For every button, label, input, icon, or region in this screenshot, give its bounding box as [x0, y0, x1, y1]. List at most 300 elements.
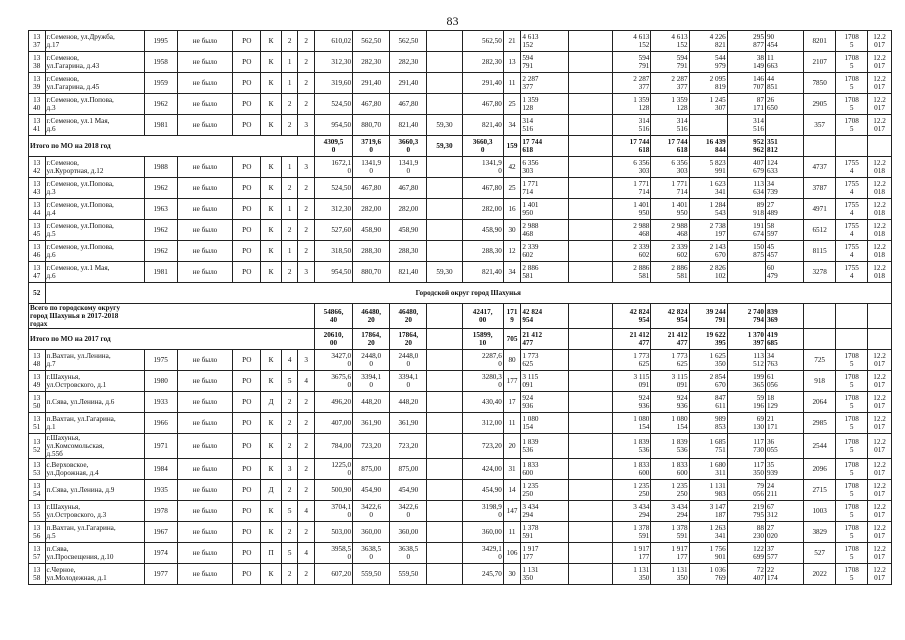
cell-entrances: 2 [298, 178, 315, 199]
table-row [29, 52, 892, 73]
total-cell-area4 [427, 304, 462, 329]
cell-cost3: 1 359 128 [651, 94, 689, 115]
cell-no: 13 55 [29, 501, 46, 522]
cell-floors: 2 [281, 178, 298, 199]
cell-cat: Д [261, 480, 282, 501]
cell-cost2: 314 516 [613, 115, 651, 136]
cell-date: 12.2 018 [868, 220, 892, 241]
cell-area4 [427, 350, 462, 371]
total-cell-living-area: 3719,6 0 [353, 136, 390, 157]
cell-area3: 360,00 [390, 522, 427, 543]
cell-address: п.Сява, ул.Просвещения, д.10 [45, 543, 144, 564]
total-label: Итого по МО на 2017 год [29, 329, 315, 350]
cell-area4 [427, 178, 462, 199]
cell-residents: 147 [503, 501, 521, 522]
cell-year: 1962 [144, 241, 177, 262]
cell-cost6 [765, 115, 803, 136]
cell-residents: 34 [503, 262, 521, 283]
cell-date: 12.2 017 [868, 31, 892, 52]
cell-term: 1708 5 [836, 94, 868, 115]
total-cell-area3: 3660,3 0 [390, 136, 427, 157]
cell-cat: К [261, 73, 282, 94]
cell-cost2: 3 434 294 [613, 501, 651, 522]
cell-living-area: 2448,0 0 [353, 350, 390, 371]
total-cell-cost-total: 21 412 477 [521, 329, 568, 350]
cell-cost6: 67 312 [765, 501, 803, 522]
cell-area5: 3280,3 0 [462, 371, 503, 392]
cell-area5: 360,00 [462, 522, 503, 543]
cell-floors: 2 [281, 434, 298, 459]
cell-year: 1935 [144, 480, 177, 501]
cell-area3: 454,90 [390, 480, 427, 501]
cell-cat: К [261, 350, 282, 371]
cell-area4 [427, 501, 462, 522]
cell-cost2: 2 287 377 [613, 73, 651, 94]
cell-floors: 5 [281, 501, 298, 522]
cell-address: с.Верховское, ул.Дорожная, д.4 [45, 459, 144, 480]
cell-living-area: 360,00 [353, 522, 390, 543]
cell-cost5: 122 699 [727, 543, 765, 564]
cell-area4 [427, 157, 462, 178]
cell-material: РО [233, 392, 261, 413]
cell-material: РО [233, 434, 261, 459]
cell-total-area: 3958,5 0 [314, 543, 352, 564]
table-row [29, 434, 892, 459]
cell-living-area: 3638,5 0 [353, 543, 390, 564]
cell-residents: 177 [503, 371, 521, 392]
cell-no: 13 40 [29, 94, 46, 115]
total-cell-blank3 [868, 329, 892, 350]
cell-date: 12.2 018 [868, 262, 892, 283]
total-cell-cost5: 952 962 [727, 136, 765, 157]
cell-term: 1708 5 [836, 115, 868, 136]
total-cell-blank1 [804, 304, 836, 329]
cell-year: 1962 [144, 178, 177, 199]
cell-cost4: 5 823 991 [689, 157, 727, 178]
cell-address: г.Семенов, ул.Попова, д.3 [45, 178, 144, 199]
cell-cost2: 2 339 602 [613, 241, 651, 262]
table-row [29, 241, 892, 262]
cell-no: 13 41 [29, 115, 46, 136]
cell-cost6: 58 597 [765, 220, 803, 241]
cell-area3: 291,40 [390, 73, 427, 94]
cell-cost2: 1 359 128 [613, 94, 651, 115]
cell-area5: 424,00 [462, 459, 503, 480]
cell-year: 1980 [144, 371, 177, 392]
cell-term: 1708 5 [836, 371, 868, 392]
cell-year: 1958 [144, 52, 177, 73]
cell-specific: 725 [804, 350, 836, 371]
cell-date: 12.2 017 [868, 413, 892, 434]
cell-material: РО [233, 480, 261, 501]
cell-cost6: 27 020 [765, 522, 803, 543]
cell-area4 [427, 73, 462, 94]
cell-cost4: 2 854 670 [689, 371, 727, 392]
cell-entrances: 2 [298, 31, 315, 52]
cell-year: 1977 [144, 564, 177, 585]
cell-cost6: 18 129 [765, 392, 803, 413]
cell-cost5: 88 230 [727, 522, 765, 543]
table-row [29, 262, 892, 283]
cell-address: г.Семенов, ул.Гагарина, д.43 [45, 52, 144, 73]
cell-total-area: 524,50 [314, 94, 352, 115]
cell-gap [568, 371, 612, 392]
cell-specific: 8201 [804, 31, 836, 52]
cell-gap [568, 434, 612, 459]
cell-year: 1933 [144, 392, 177, 413]
cell-cost4: 2 738 197 [689, 220, 727, 241]
cell-entrances: 3 [298, 115, 315, 136]
cell-area3: 282,00 [390, 199, 427, 220]
cell-emergency: не было [177, 220, 233, 241]
cell-floors: 4 [281, 350, 298, 371]
cell-entrances: 2 [298, 220, 315, 241]
cell-residents: 17 [503, 392, 521, 413]
cell-cost3: 3 115 091 [651, 371, 689, 392]
cell-cost4: 2 095 819 [689, 73, 727, 94]
cell-residents: 30 [503, 220, 521, 241]
cell-residents: 106 [503, 543, 521, 564]
cell-total-area: 496,20 [314, 392, 352, 413]
cell-term: 1708 5 [836, 543, 868, 564]
cell-residents: 11 [503, 413, 521, 434]
cell-date: 12.2 017 [868, 115, 892, 136]
cell-cost3: 1 401 950 [651, 199, 689, 220]
total-cell-cost4: 39 244 791 [689, 304, 727, 329]
cell-cost3: 2 886 581 [651, 262, 689, 283]
total-cell-area3: 17864, 20 [390, 329, 427, 350]
cell-area4 [427, 52, 462, 73]
cell-living-area: 288,30 [353, 241, 390, 262]
cell-no: 13 58 [29, 564, 46, 585]
cell-cost3: 3 434 294 [651, 501, 689, 522]
cell-cost-total: 2 287 377 [521, 73, 568, 94]
cell-no: 13 47 [29, 262, 46, 283]
cell-cost5: 117 730 [727, 434, 765, 459]
cell-specific: 6512 [804, 220, 836, 241]
cell-entrances: 2 [298, 434, 315, 459]
cell-area4 [427, 392, 462, 413]
cell-cost2: 6 356 303 [613, 157, 651, 178]
cell-cost4: 4 226 821 [689, 31, 727, 52]
total-cell-cost2: 17 744 618 [613, 136, 651, 157]
cell-material: РО [233, 220, 261, 241]
cell-address: г.Шахунья, ул.Островского, д.3 [45, 501, 144, 522]
cell-cost6: 61 056 [765, 371, 803, 392]
cell-emergency: не было [177, 262, 233, 283]
cell-cost4: 1 685 751 [689, 434, 727, 459]
cell-entrances: 2 [298, 413, 315, 434]
cell-total-area: 3427,0 0 [314, 350, 352, 371]
cell-address: г.Семенов, ул.1 Мая, д.6 [45, 115, 144, 136]
cell-cost6: 45 457 [765, 241, 803, 262]
cell-cost2: 924 936 [613, 392, 651, 413]
cell-specific: 3829 [804, 522, 836, 543]
cell-gap [568, 73, 612, 94]
total-cell-living-area: 17864, 20 [353, 329, 390, 350]
cell-floors: 2 [281, 115, 298, 136]
cell-cost6: 35 939 [765, 459, 803, 480]
cell-area5: 245,70 [462, 564, 503, 585]
cell-no: 13 43 [29, 178, 46, 199]
cell-residents: 42 [503, 157, 521, 178]
table-row [29, 522, 892, 543]
table-row [29, 413, 892, 434]
cell-cost5: 314 516 [727, 115, 765, 136]
cell-material: РО [233, 413, 261, 434]
cell-cost5: 117 350 [727, 459, 765, 480]
cell-cost3: 924 936 [651, 392, 689, 413]
cell-gap [568, 501, 612, 522]
cell-living-area: 559,50 [353, 564, 390, 585]
cell-floors: 2 [281, 94, 298, 115]
cell-cost6: 22 174 [765, 564, 803, 585]
total-cell-total-area: 20610, 00 [314, 329, 352, 350]
total-cell-total-area: 54866, 40 [314, 304, 352, 329]
cell-living-area: 458,90 [353, 220, 390, 241]
total-cell-blank2 [836, 329, 868, 350]
cell-floors: 2 [281, 392, 298, 413]
page-number: 83 [446, 14, 459, 28]
cell-living-area: 723,20 [353, 434, 390, 459]
cell-material: РО [233, 543, 261, 564]
cell-area5: 467,80 [462, 178, 503, 199]
cell-material: РО [233, 178, 261, 199]
total-cell-area5: 15899, 10 [462, 329, 503, 350]
cell-cost2: 4 613 152 [613, 31, 651, 52]
cell-cost5: 59 196 [727, 392, 765, 413]
cell-cost-total: 1 359 128 [521, 94, 568, 115]
cell-emergency: не было [177, 413, 233, 434]
cell-date: 12.2 018 [868, 199, 892, 220]
cell-cost5: 199 365 [727, 371, 765, 392]
cell-no: 13 56 [29, 522, 46, 543]
cell-cat: К [261, 220, 282, 241]
cell-term: 1708 5 [836, 413, 868, 434]
total-row [29, 136, 892, 157]
cell-cost-total: 1 839 536 [521, 434, 568, 459]
cell-term: 1708 5 [836, 73, 868, 94]
cell-cost4: 544 979 [689, 52, 727, 73]
cell-cost-total: 314 516 [521, 115, 568, 136]
cell-entrances: 2 [298, 73, 315, 94]
cell-area3: 559,50 [390, 564, 427, 585]
cell-address: п.Вахтан, ул.Ленина, д.7 [45, 350, 144, 371]
cell-area3: 821,40 [390, 115, 427, 136]
table-row [29, 115, 892, 136]
cell-cost4: 989 853 [689, 413, 727, 434]
cell-cat: К [261, 522, 282, 543]
cell-area5: 723,20 [462, 434, 503, 459]
cell-no: 13 54 [29, 480, 46, 501]
cell-cost3: 1 833 600 [651, 459, 689, 480]
cell-total-area: 3704,1 0 [314, 501, 352, 522]
cell-emergency: не было [177, 459, 233, 480]
cell-area3: 361,90 [390, 413, 427, 434]
cell-gap [568, 392, 612, 413]
cell-date: 12.2 017 [868, 522, 892, 543]
cell-cost3: 1 771 714 [651, 178, 689, 199]
cell-cost-total: 1 131 350 [521, 564, 568, 585]
total-cell-gap [568, 304, 612, 329]
cell-term: 1708 5 [836, 459, 868, 480]
cell-address: п.Вахтан, ул.Гагарина, д.1 [45, 413, 144, 434]
cell-total-area: 954,50 [314, 115, 352, 136]
cell-no: 13 57 [29, 543, 46, 564]
cell-date: 12.2 017 [868, 350, 892, 371]
cell-area3: 467,80 [390, 178, 427, 199]
cell-date: 12.2 017 [868, 73, 892, 94]
cell-total-area: 312,30 [314, 52, 352, 73]
cell-living-area: 361,90 [353, 413, 390, 434]
cell-cat: К [261, 371, 282, 392]
cell-gap [568, 413, 612, 434]
cell-cost3: 4 613 152 [651, 31, 689, 52]
cell-cost4: 1 625 350 [689, 350, 727, 371]
cell-cost2: 1 378 591 [613, 522, 651, 543]
cell-cost3: 2 339 602 [651, 241, 689, 262]
table-row [29, 31, 892, 52]
cell-total-area: 503,00 [314, 522, 352, 543]
cell-area4: 59,30 [427, 115, 462, 136]
cell-cost4: 847 611 [689, 392, 727, 413]
cell-area4 [427, 434, 462, 459]
cell-cat: К [261, 199, 282, 220]
cell-cost4: 1 245 307 [689, 94, 727, 115]
cell-residents: 34 [503, 115, 521, 136]
cell-cost6: 44 851 [765, 73, 803, 94]
total-cell-cost6: 351 812 [765, 136, 803, 157]
cell-living-area: 1341,9 0 [353, 157, 390, 178]
cell-no: 13 49 [29, 371, 46, 392]
total-cell-area4: 59,30 [427, 136, 462, 157]
cell-total-area: 319,60 [314, 73, 352, 94]
cell-residents: 25 [503, 178, 521, 199]
cell-gap [568, 480, 612, 501]
cell-entrances: 2 [298, 564, 315, 585]
cell-cost2: 1 401 950 [613, 199, 651, 220]
cell-date: 12.2 017 [868, 543, 892, 564]
cell-residents: 25 [503, 94, 521, 115]
total-cell-cost3: 21 412 477 [651, 329, 689, 350]
cell-material: РО [233, 262, 261, 283]
cell-floors: 3 [281, 459, 298, 480]
cell-residents: 16 [503, 199, 521, 220]
total-cell-area5: 3660,3 0 [462, 136, 503, 157]
table-row [29, 459, 892, 480]
cell-area4 [427, 522, 462, 543]
cell-entrances: 2 [298, 199, 315, 220]
cell-cost4: 1 131 983 [689, 480, 727, 501]
total-cell-blank2 [836, 304, 868, 329]
cell-no: 13 50 [29, 392, 46, 413]
cell-cat: К [261, 115, 282, 136]
cell-cost4 [689, 115, 727, 136]
cell-cost-total: 1 833 600 [521, 459, 568, 480]
cell-cost4: 1 623 341 [689, 178, 727, 199]
cell-emergency: не было [177, 94, 233, 115]
total-cell-cost-total: 17 744 618 [521, 136, 568, 157]
cell-area4 [427, 371, 462, 392]
cell-area3: 3394,1 0 [390, 371, 427, 392]
cell-cost6: 34 763 [765, 350, 803, 371]
total-row [29, 304, 892, 329]
cell-cat: К [261, 434, 282, 459]
cell-cost6: 60 479 [765, 262, 803, 283]
cell-emergency: не было [177, 392, 233, 413]
cell-total-area: 610,02 [314, 31, 352, 52]
cell-area4 [427, 94, 462, 115]
cell-area5: 1341,9 0 [462, 157, 503, 178]
cell-residents: 31 [503, 459, 521, 480]
cell-cost5: 79 056 [727, 480, 765, 501]
cell-year: 1984 [144, 459, 177, 480]
cell-cost5: 38 149 [727, 52, 765, 73]
cell-year: 1974 [144, 543, 177, 564]
cell-term: 1708 5 [836, 564, 868, 585]
total-label: Итого по МО на 2018 год [29, 136, 315, 157]
cell-floors: 2 [281, 564, 298, 585]
cell-cost5: 113 634 [727, 178, 765, 199]
cell-cost2: 1 917 177 [613, 543, 651, 564]
cell-area5: 2287,6 0 [462, 350, 503, 371]
cell-total-area: 312,30 [314, 199, 352, 220]
cell-area5: 282,30 [462, 52, 503, 73]
cell-gap [568, 262, 612, 283]
cell-emergency: не было [177, 115, 233, 136]
cell-floors: 5 [281, 371, 298, 392]
cell-no: 13 46 [29, 241, 46, 262]
cell-cost-total: 1 771 714 [521, 178, 568, 199]
total-cell-blank1 [804, 329, 836, 350]
cell-cost2: 1 235 250 [613, 480, 651, 501]
cell-specific: 918 [804, 371, 836, 392]
cell-cost5: 191 674 [727, 220, 765, 241]
cell-address: г.Семенов, ул.Курортная, д.12 [45, 157, 144, 178]
cell-living-area: 467,80 [353, 178, 390, 199]
cell-cat: К [261, 459, 282, 480]
cell-floors: 2 [281, 413, 298, 434]
cell-area5: 430,40 [462, 392, 503, 413]
cell-specific: 3278 [804, 262, 836, 283]
cell-cost6: 24 211 [765, 480, 803, 501]
cell-entrances: 2 [298, 241, 315, 262]
cell-emergency: не было [177, 564, 233, 585]
cell-cost5: 146 707 [727, 73, 765, 94]
cell-no: 13 48 [29, 350, 46, 371]
cell-total-area: 607,20 [314, 564, 352, 585]
cell-specific: 2107 [804, 52, 836, 73]
cell-year: 1967 [144, 522, 177, 543]
cell-cost5: 87 171 [727, 94, 765, 115]
cell-date: 12.2 017 [868, 434, 892, 459]
cell-area3: 821,40 [390, 262, 427, 283]
cell-cost5: 69 130 [727, 413, 765, 434]
cell-living-area: 562,50 [353, 31, 390, 52]
section-row [29, 283, 892, 304]
cell-emergency: не было [177, 522, 233, 543]
cell-total-area: 784,00 [314, 434, 352, 459]
housing-register-table [28, 30, 892, 585]
cell-area4 [427, 480, 462, 501]
cell-term: 1755 4 [836, 220, 868, 241]
total-row [29, 329, 892, 350]
cell-cost6: 90 454 [765, 31, 803, 52]
cell-emergency: не было [177, 241, 233, 262]
cell-term: 1708 5 [836, 480, 868, 501]
total-cell-cost-total: 42 824 954 [521, 304, 568, 329]
cell-specific: 2905 [804, 94, 836, 115]
